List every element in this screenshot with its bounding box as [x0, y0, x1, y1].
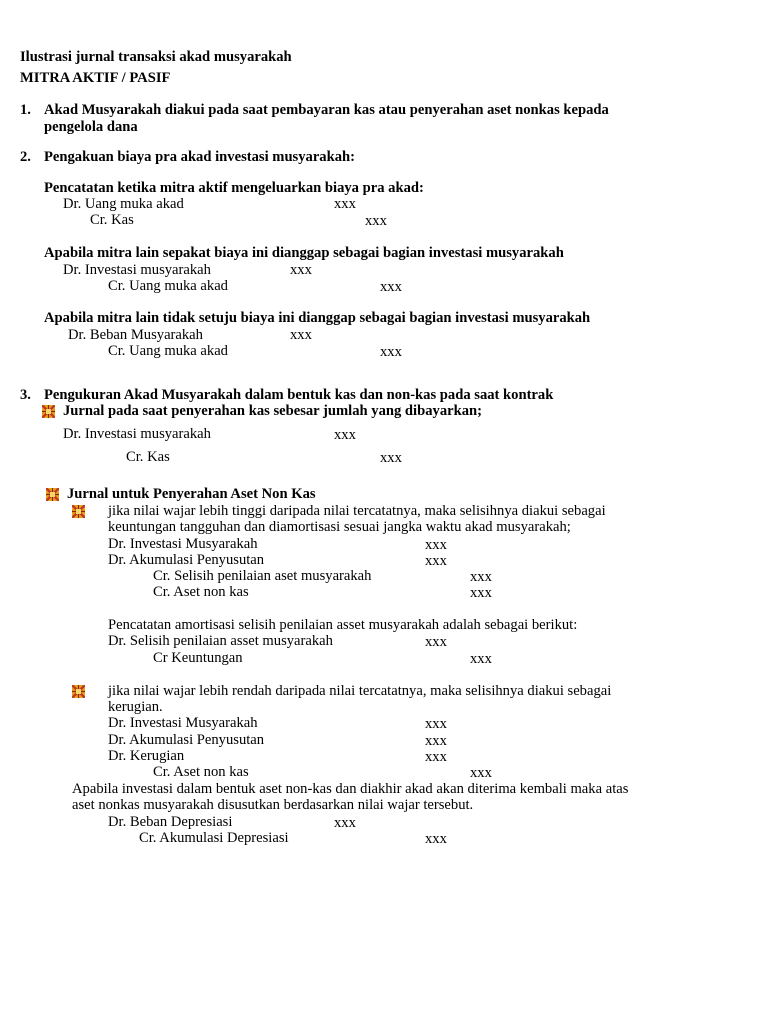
journal-debit-amount: xxx: [425, 716, 447, 732]
journal-debit-label: Dr. Kerugian: [108, 748, 185, 764]
lower-value-line2: kerugian.: [108, 699, 163, 715]
journal-credit-amount: xxx: [470, 585, 492, 601]
section-3-heading: Pengukuran Akad Musyarakah dalam bentuk kas dan non-kas pada saat kontrak: [44, 387, 554, 403]
journal-credit-label: Cr. Uang muka akad: [108, 278, 228, 294]
journal-debit-amount: xxx: [334, 196, 356, 212]
journal-credit-label: Cr. Kas: [126, 449, 170, 465]
higher-value-line2: keuntungan tangguhan dan diamortisasi sesuai jangka waktu akad musyarakah;: [108, 519, 571, 535]
journal-debit-label: Dr. Investasi Musyarakah: [108, 715, 258, 731]
section-1-number: 1.: [20, 102, 31, 118]
journal-credit-label: Cr Keuntungan: [153, 650, 243, 666]
journal-debit-label: Dr. Beban Musyarakah: [68, 327, 203, 343]
journal-credit-amount: xxx: [470, 765, 492, 781]
document-title: Ilustrasi jurnal transaksi akad musyarakah: [20, 49, 292, 65]
section-2-heading: Pengakuan biaya pra akad investasi musyarakah:: [44, 149, 355, 165]
journal-debit-label: Dr. Investasi Musyarakah: [108, 536, 258, 552]
nonkas-journal-heading: Jurnal untuk Penyerahan Aset Non Kas: [67, 486, 316, 502]
section-2-number: 2.: [20, 149, 31, 165]
journal-debit-amount: xxx: [290, 262, 312, 278]
depreciation-line1: Apabila investasi dalam bentuk aset non-kas dan diakhir akad akan diterima kembali maka atas: [72, 781, 629, 797]
journal-debit-amount: xxx: [334, 815, 356, 831]
section-1-line2: pengelola dana: [44, 119, 138, 135]
journal-debit-amount: xxx: [290, 327, 312, 343]
star-bullet-icon: [42, 405, 55, 418]
journal-credit-label: Cr. Aset non kas: [153, 764, 249, 780]
star-bullet-icon: [72, 505, 85, 518]
star-bullet-icon: [46, 488, 59, 501]
journal-credit-label: Cr. Aset non kas: [153, 584, 249, 600]
journal-debit-label: Dr. Akumulasi Penyusutan: [108, 552, 265, 568]
journal-debit-amount: xxx: [334, 427, 356, 443]
section-3-number: 3.: [20, 387, 31, 403]
star-bullet-icon: [72, 685, 85, 698]
document-subtitle: MITRA AKTIF / PASIF: [20, 70, 171, 86]
journal-credit-amount: xxx: [380, 279, 402, 295]
journal-credit-amount: xxx: [470, 569, 492, 585]
journal-credit-amount: xxx: [425, 831, 447, 847]
journal-credit-label: Cr. Akumulasi Depresiasi: [139, 830, 289, 846]
journal-credit-amount: xxx: [380, 344, 402, 360]
journal-debit-label: Dr. Uang muka akad: [63, 196, 184, 212]
depreciation-line2: aset nonkas musyarakah disusutkan berdasarkan nilai wajar tersebut.: [72, 797, 474, 813]
lower-value-line1: jika nilai wajar lebih rendah daripada nilai tercatatnya, maka selisihnya diakui sebagai: [108, 683, 612, 699]
journal-credit-amount: xxx: [380, 450, 402, 466]
journal-credit-amount: xxx: [365, 213, 387, 229]
section-2a-heading: Pencatatan ketika mitra aktif mengeluarkan biaya pra akad:: [44, 180, 424, 196]
journal-credit-label: Cr. Kas: [90, 212, 134, 228]
section-2b-heading: Apabila mitra lain sepakat biaya ini dianggap sebagai bagian investasi musyarakah: [44, 245, 564, 261]
kas-journal-heading: Jurnal pada saat penyerahan kas sebesar jumlah yang dibayarkan;: [63, 403, 482, 419]
journal-debit-amount: xxx: [425, 553, 447, 569]
journal-credit-label: Cr. Selisih penilaian aset musyarakah: [153, 568, 372, 584]
journal-debit-label: Dr. Selisih penilaian asset musyarakah: [108, 633, 333, 649]
amortization-text: Pencatatan amortisasi selisih penilaian asset musyarakah adalah sebagai berikut:: [108, 617, 578, 633]
journal-debit-amount: xxx: [425, 749, 447, 765]
journal-credit-label: Cr. Uang muka akad: [108, 343, 228, 359]
journal-debit-label: Dr. Beban Depresiasi: [108, 814, 233, 830]
higher-value-line1: jika nilai wajar lebih tinggi daripada nilai tercatatnya, maka selisihnya diakui sebagai: [108, 503, 606, 519]
journal-debit-label: Dr. Investasi musyarakah: [63, 426, 211, 442]
section-2c-heading: Apabila mitra lain tidak setuju biaya ini dianggap sebagai bagian investasi musyarakah: [44, 310, 591, 326]
journal-debit-label: Dr. Investasi musyarakah: [63, 262, 211, 278]
journal-debit-label: Dr. Akumulasi Penyusutan: [108, 732, 265, 748]
journal-debit-amount: xxx: [425, 733, 447, 749]
journal-debit-amount: xxx: [425, 634, 447, 650]
journal-debit-amount: xxx: [425, 537, 447, 553]
journal-credit-amount: xxx: [470, 651, 492, 667]
section-1-line1: Akad Musyarakah diakui pada saat pembayaran kas atau penyerahan aset nonkas kepada: [44, 102, 609, 118]
